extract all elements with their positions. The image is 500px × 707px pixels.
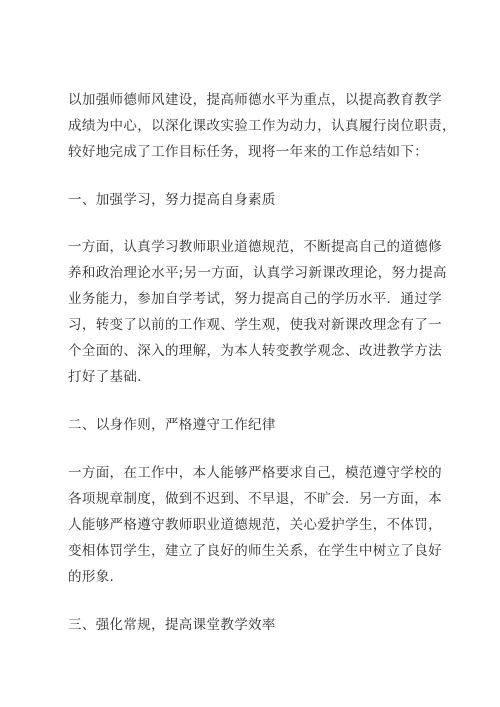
- section-heading-2: 二、以身作则，严格遵守工作纪律: [68, 417, 276, 433]
- section-2-line-4: 变相体罚学生，建立了良好的师生关系，在学生中树立了良好: [68, 543, 442, 559]
- section-2-line-3: 人能够严格遵守教师职业道德规范，关心爱护学生，不体罚，: [68, 517, 442, 533]
- section-2-line-5: 的形象.: [68, 569, 115, 585]
- section-heading-1: 一、加强学习，努力提高自身素质: [68, 192, 276, 208]
- section-heading-3: 三、强化常规，提高课堂教学效率: [68, 617, 276, 633]
- intro-line-3: 较好地完成了工作目标任务，现将一年来的工作总结如下：: [68, 144, 429, 160]
- section-1-line-5: 个全面的、深入的理解，为本人转变教学观念、改进教学方法: [68, 343, 442, 359]
- section-2-line-1: 一方面，在工作中，本人能够严格要求自己，模范遵守学校的: [68, 465, 442, 481]
- intro-line-2: 成绩为中心，以深化课改实验工作为动力，认真履行岗位职责，: [68, 118, 456, 134]
- section-1-line-3: 业务能力，参加自学考试，努力提高自己的学历水平．通过学: [68, 291, 442, 307]
- section-1-line-4: 习，转变了以前的工作观、学生观，使我对新课改理念有了一: [68, 317, 442, 333]
- section-1-line-6: 打好了基础.: [68, 369, 142, 385]
- section-2-line-2: 各项规章制度，做到不迟到、不早退，不旷会．另一方面，本: [68, 491, 442, 507]
- intro-line-1: 以加强师德师风建设，提高师德水平为重点，以提高教育教学: [68, 92, 442, 108]
- section-1-line-1: 一方面，认真学习教师职业道德规范，不断提高自己的道德修: [68, 239, 442, 255]
- section-1-line-2: 养和政治理论水平;另一方面，认真学习新课改理论，努力提高: [68, 265, 447, 281]
